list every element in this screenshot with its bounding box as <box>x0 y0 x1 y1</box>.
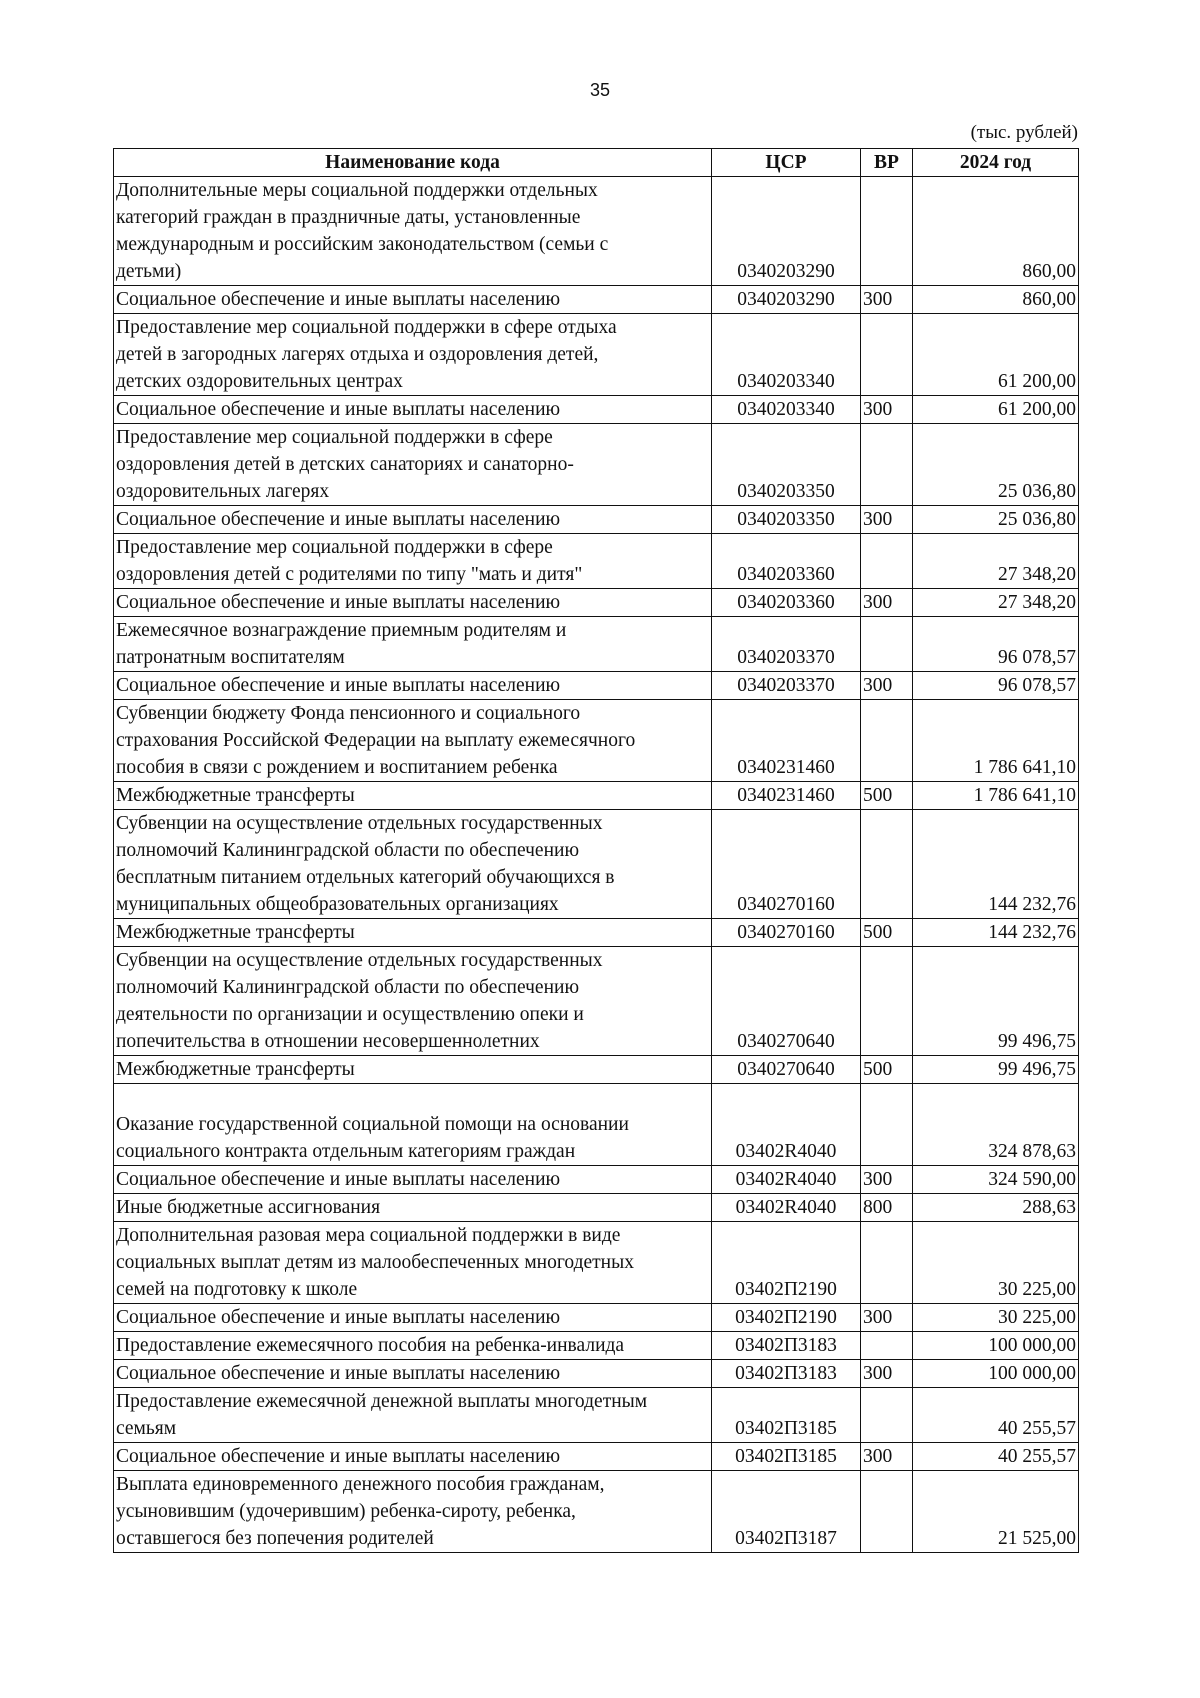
table-row <box>114 424 1079 506</box>
table-row <box>114 1360 1079 1388</box>
row-name-cell: Ежемесячное вознаграждение приемным родителям и патронатным воспитателям <box>114 617 712 672</box>
row-amount-cell: 27 348,20 <box>913 589 1079 617</box>
row-vr-cell: 300 <box>861 1304 913 1332</box>
row-name-cell: Предоставление мер социальной поддержки в сфере оздоровления детей в детских санаториях и санаторно- оздоровительных лагерях <box>114 424 712 506</box>
page-number: 35 <box>589 80 611 100</box>
row-csr-cell: 03402R4040 <box>712 1194 861 1222</box>
table-row <box>114 1332 1079 1360</box>
row-name-cell: Межбюджетные трансферты <box>114 782 712 810</box>
table-body <box>114 177 1079 1553</box>
budget-table <box>113 148 1079 1553</box>
row-vr-cell <box>861 947 913 1056</box>
row-vr-cell <box>861 1222 913 1304</box>
row-amount-cell: 324 590,00 <box>913 1166 1079 1194</box>
row-name-cell: Субвенции на осуществление отдельных государственных полномочий Калининградской области по обеспечению деятельности по организации и осуществлению опеки и попечительства в отношении несовершеннолетних <box>114 947 712 1056</box>
row-csr-cell: 03402П3185 <box>712 1443 861 1471</box>
row-vr-cell: 300 <box>861 1166 913 1194</box>
row-name-cell: Социальное обеспечение и иные выплаты населению <box>114 1304 712 1332</box>
row-amount-cell: 860,00 <box>913 286 1079 314</box>
row-amount-cell: 324 878,63 <box>913 1084 1079 1166</box>
row-name-cell: Предоставление мер социальной поддержки в сфере оздоровления детей с родителями по типу "мать и дитя" <box>114 534 712 589</box>
table-header-row <box>114 149 1079 177</box>
table-row <box>114 919 1079 947</box>
header-name: Наименование кода <box>114 149 712 177</box>
header-amount: 2024 год <box>913 149 1079 177</box>
row-csr-cell: 0340270160 <box>712 810 861 919</box>
row-vr-cell: 300 <box>861 1360 913 1388</box>
row-csr-cell: 0340203370 <box>712 617 861 672</box>
row-name-cell: Социальное обеспечение и иные выплаты населению <box>114 1166 712 1194</box>
row-vr-cell <box>861 314 913 396</box>
row-vr-cell: 500 <box>861 919 913 947</box>
row-amount-cell: 860,00 <box>913 177 1079 286</box>
row-csr-cell: 0340203290 <box>712 286 861 314</box>
row-name-cell: Социальное обеспечение и иные выплаты населению <box>114 396 712 424</box>
row-csr-cell: 0340203290 <box>712 177 861 286</box>
row-name-cell: Дополнительные меры социальной поддержки отдельных категорий граждан в праздничные даты, установленные международным и российским законодательством (семьи с детьми) <box>114 177 712 286</box>
row-vr-cell <box>861 1471 913 1553</box>
table-row <box>114 1443 1079 1471</box>
row-name-cell: Социальное обеспечение и иные выплаты населению <box>114 506 712 534</box>
row-name-cell: Оказание государственной социальной помощи на основании социального контракта отдельным категориям граждан <box>114 1084 712 1166</box>
row-vr-cell <box>861 1084 913 1166</box>
row-vr-cell <box>861 1332 913 1360</box>
row-csr-cell: 03402R4040 <box>712 1084 861 1166</box>
row-amount-cell: 40 255,57 <box>913 1443 1079 1471</box>
row-csr-cell: 0340203350 <box>712 506 861 534</box>
table-row <box>114 782 1079 810</box>
row-vr-cell: 300 <box>861 672 913 700</box>
row-csr-cell: 0340203370 <box>712 672 861 700</box>
table-row <box>114 286 1079 314</box>
table-row <box>114 947 1079 1056</box>
row-amount-cell: 61 200,00 <box>913 314 1079 396</box>
header-csr: ЦСР <box>712 149 861 177</box>
row-amount-cell: 30 225,00 <box>913 1304 1079 1332</box>
row-csr-cell: 0340231460 <box>712 782 861 810</box>
table-row <box>114 1222 1079 1304</box>
row-name-cell: Социальное обеспечение и иные выплаты населению <box>114 589 712 617</box>
row-csr-cell: 03402П3183 <box>712 1332 861 1360</box>
row-vr-cell <box>861 617 913 672</box>
row-vr-cell: 300 <box>861 506 913 534</box>
table-row <box>114 810 1079 919</box>
row-amount-cell: 144 232,76 <box>913 919 1079 947</box>
row-vr-cell: 300 <box>861 1443 913 1471</box>
row-name-cell: Межбюджетные трансферты <box>114 1056 712 1084</box>
row-vr-cell: 300 <box>861 396 913 424</box>
table-row <box>114 1194 1079 1222</box>
row-amount-cell: 99 496,75 <box>913 947 1079 1056</box>
row-amount-cell: 25 036,80 <box>913 424 1079 506</box>
row-csr-cell: 03402П3187 <box>712 1471 861 1553</box>
row-vr-cell <box>861 424 913 506</box>
row-vr-cell: 300 <box>861 286 913 314</box>
row-name-cell: Социальное обеспечение и иные выплаты населению <box>114 1360 712 1388</box>
row-vr-cell: 500 <box>861 1056 913 1084</box>
row-amount-cell: 144 232,76 <box>913 810 1079 919</box>
row-name-cell: Предоставление ежемесячной денежной выплаты многодетным семьям <box>114 1388 712 1443</box>
table-row <box>114 506 1079 534</box>
table-row <box>114 589 1079 617</box>
row-amount-cell: 100 000,00 <box>913 1360 1079 1388</box>
row-name-cell: Предоставление мер социальной поддержки в сфере отдыха детей в загородных лагерях отдыха и оздоровления детей, детских оздоровительных центрах <box>114 314 712 396</box>
row-name-cell: Иные бюджетные ассигнования <box>114 1194 712 1222</box>
units-note: (тыс. рублей) <box>970 122 1078 143</box>
row-csr-cell: 0340270160 <box>712 919 861 947</box>
row-amount-cell: 1 786 641,10 <box>913 700 1079 782</box>
row-csr-cell: 0340203350 <box>712 424 861 506</box>
row-name-cell: Предоставление ежемесячного пособия на ребенка-инвалида <box>114 1332 712 1360</box>
row-amount-cell: 61 200,00 <box>913 396 1079 424</box>
row-name-cell: Субвенции на осуществление отдельных государственных полномочий Калининградской области по обеспечению бесплатным питанием отдельных категорий обучающихся в муниципальных общеобразовательных организациях <box>114 810 712 919</box>
table-row <box>114 314 1079 396</box>
table-row <box>114 1084 1079 1166</box>
row-csr-cell: 0340203360 <box>712 589 861 617</box>
row-name-cell: Выплата единовременного денежного пособия гражданам, усыновившим (удочерившим) ребенка-сироту, ребенка, оставшегося без попечения родителей <box>114 1471 712 1553</box>
row-amount-cell: 40 255,57 <box>913 1388 1079 1443</box>
row-vr-cell <box>861 810 913 919</box>
table-row <box>114 1304 1079 1332</box>
row-amount-cell: 288,63 <box>913 1194 1079 1222</box>
table-row <box>114 396 1079 424</box>
table-row <box>114 1056 1079 1084</box>
table-row <box>114 1388 1079 1443</box>
row-csr-cell: 03402R4040 <box>712 1166 861 1194</box>
row-name-cell: Субвенции бюджету Фонда пенсионного и социального страхования Российской Федерации на выплату ежемесячного пособия в связи с рождением и воспитанием ребенка <box>114 700 712 782</box>
row-csr-cell: 0340231460 <box>712 700 861 782</box>
row-amount-cell: 99 496,75 <box>913 1056 1079 1084</box>
row-amount-cell: 96 078,57 <box>913 617 1079 672</box>
row-csr-cell: 03402П2190 <box>712 1222 861 1304</box>
table-row <box>114 617 1079 672</box>
row-csr-cell: 03402П2190 <box>712 1304 861 1332</box>
row-name-cell: Социальное обеспечение и иные выплаты населению <box>114 672 712 700</box>
row-csr-cell: 03402П3183 <box>712 1360 861 1388</box>
row-name-cell: Социальное обеспечение и иные выплаты населению <box>114 286 712 314</box>
table-row <box>114 700 1079 782</box>
row-vr-cell: 500 <box>861 782 913 810</box>
row-name-cell: Социальное обеспечение и иные выплаты населению <box>114 1443 712 1471</box>
table-row <box>114 1166 1079 1194</box>
row-amount-cell: 96 078,57 <box>913 672 1079 700</box>
row-amount-cell: 25 036,80 <box>913 506 1079 534</box>
row-csr-cell: 0340270640 <box>712 947 861 1056</box>
row-csr-cell: 0340203340 <box>712 314 861 396</box>
row-amount-cell: 21 525,00 <box>913 1471 1079 1553</box>
row-vr-cell <box>861 1388 913 1443</box>
row-vr-cell <box>861 534 913 589</box>
header-vr: ВР <box>861 149 913 177</box>
row-name-cell: Межбюджетные трансферты <box>114 919 712 947</box>
row-amount-cell: 27 348,20 <box>913 534 1079 589</box>
row-csr-cell: 0340270640 <box>712 1056 861 1084</box>
row-csr-cell: 03402П3185 <box>712 1388 861 1443</box>
row-name-cell: Дополнительная разовая мера социальной поддержки в виде социальных выплат детям из малообеспеченных многодетных семей на подготовку к школе <box>114 1222 712 1304</box>
row-amount-cell: 30 225,00 <box>913 1222 1079 1304</box>
row-csr-cell: 0340203340 <box>712 396 861 424</box>
row-vr-cell: 800 <box>861 1194 913 1222</box>
row-amount-cell: 100 000,00 <box>913 1332 1079 1360</box>
table-row <box>114 1471 1079 1553</box>
row-csr-cell: 0340203360 <box>712 534 861 589</box>
row-vr-cell <box>861 177 913 286</box>
row-vr-cell: 300 <box>861 589 913 617</box>
table-row <box>114 672 1079 700</box>
row-vr-cell <box>861 700 913 782</box>
row-amount-cell: 1 786 641,10 <box>913 782 1079 810</box>
table-row <box>114 534 1079 589</box>
table-row <box>114 177 1079 286</box>
